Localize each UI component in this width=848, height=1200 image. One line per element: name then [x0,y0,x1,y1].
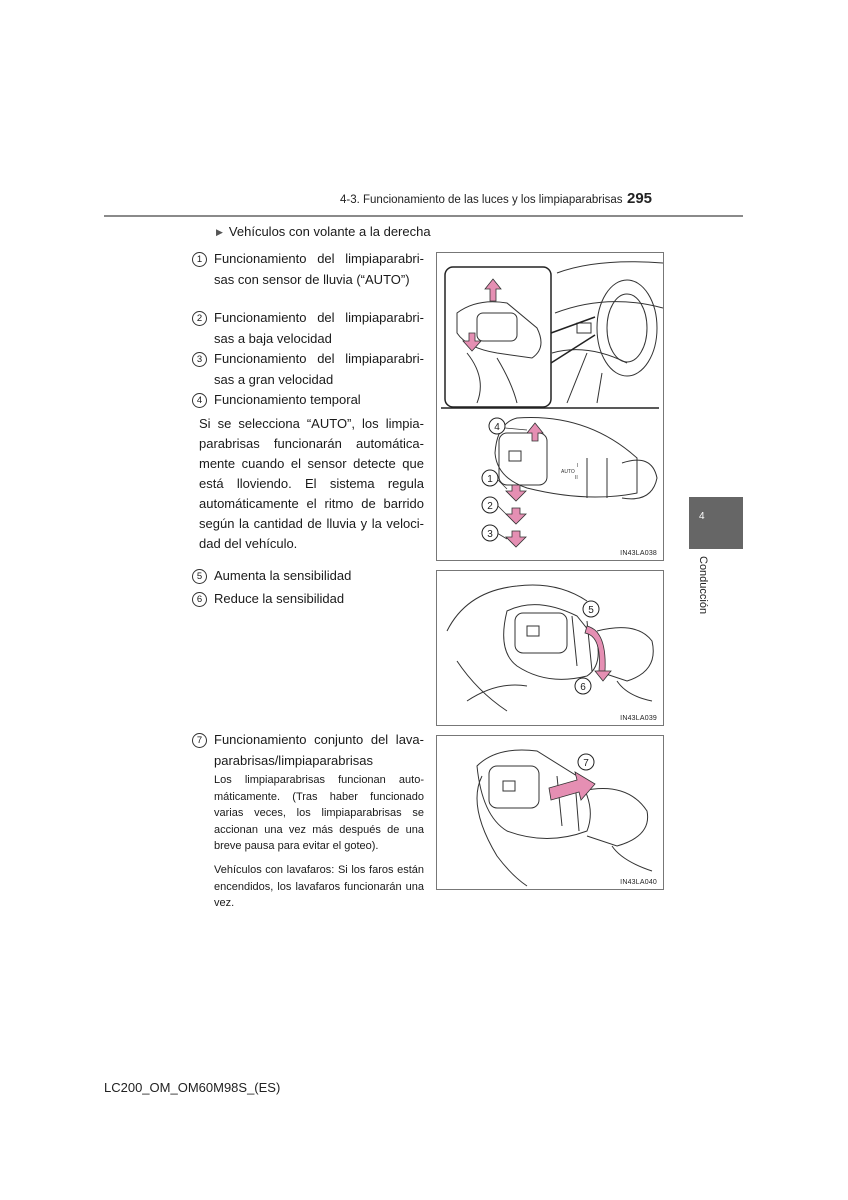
circled-number: 7 [192,733,207,748]
circled-number: 4 [192,393,207,408]
svg-text:1: 1 [487,474,493,485]
callout-1 [482,470,498,486]
header-rule [104,215,743,217]
figure-code: IN43LA038 [620,550,657,557]
subheading [216,224,431,239]
svg-text:7: 7 [583,758,589,769]
list-item [192,566,424,587]
washer-note: Los limpiaparabrisas funcionan automáticamente. (Tras haber funcionado varias veces, los limpiaparabrisas se accionan una vez más después de una breve pausa para evitar el goteo). [214,774,424,852]
document-code: LC200_OM_OM60M98S_(ES) [104,1080,281,1095]
callout-6 [575,678,591,694]
list-item [192,589,424,610]
sensitivity-ring-illustration [437,571,663,725]
circled-number: 2 [192,311,207,326]
list-item-text: Funcionamiento conjunto del lavaparabrisas/limpiaparabrisas [214,732,424,768]
callout-5 [583,601,599,617]
chapter-tab [689,497,743,549]
list-item-text: Funcionamiento temporal [214,392,361,407]
page-number: 295 [627,190,653,207]
figure-washer [436,735,664,890]
washer-lever-illustration [437,736,663,889]
callout-4 [489,418,505,434]
list-item-text: Aumenta la sensibilidad [214,568,352,583]
switch-mark-low: I [577,463,579,469]
circled-number: 6 [192,592,207,607]
figure-code: IN43LA039 [620,715,657,722]
subheading-text: Vehículos con volante a la derecha [228,224,431,239]
list-item-text: Funcionamiento del limpiaparabrisas a gran velocidad [214,351,424,387]
svg-text:3: 3 [487,529,493,540]
washer-note-headlamp: Vehículos con lavafaros: Si los faros están encendidos, los lavafaros funcionarán una vez. [214,864,424,909]
svg-text:2: 2 [487,501,493,512]
figure-code: IN43LA040 [620,879,657,886]
list-item-text: Funcionamiento del limpiaparabrisas con sensor de lluvia (“AUTO”) [214,251,424,287]
list-item [192,249,424,290]
wiper-switch-illustration [437,253,663,560]
list-item [192,730,424,771]
circled-number: 5 [192,569,207,584]
list-item [192,349,424,390]
list-item [192,390,424,411]
list-item [192,308,424,349]
auto-description: Si se selecciona “AUTO”, los limpiaparabrisas funcionarán automáticamente cuando el sensor detecte que está lloviendo. El sistema regula automáticamente el ritmo de barrido según la cantidad de lluvia y la velocidad del vehículo. [199,416,424,551]
list-item-text: Funcionamiento del limpiaparabrisas a baja velocidad [214,310,424,346]
callout-7 [578,754,594,770]
figure-sensitivity [436,570,664,726]
circled-number: 1 [192,252,207,267]
list-item-text: Reduce la sensibilidad [214,591,345,606]
callout-2 [482,497,498,513]
section-title: 4-3. Funcionamiento de las luces y los limpiaparabrisas [340,194,623,206]
figure-wiper-positions [436,252,664,561]
chapter-label: Conducción [697,556,709,615]
svg-text:5: 5 [588,605,594,616]
svg-text:6: 6 [580,682,586,693]
callout-3 [482,525,498,541]
triangle-bullet-icon: ▶ [216,227,223,237]
switch-mark-high: II [575,475,578,481]
circled-number: 3 [192,352,207,367]
chapter-number: 4 [699,511,705,522]
svg-text:4: 4 [494,422,500,433]
switch-mark-auto: AUTO [561,469,575,475]
